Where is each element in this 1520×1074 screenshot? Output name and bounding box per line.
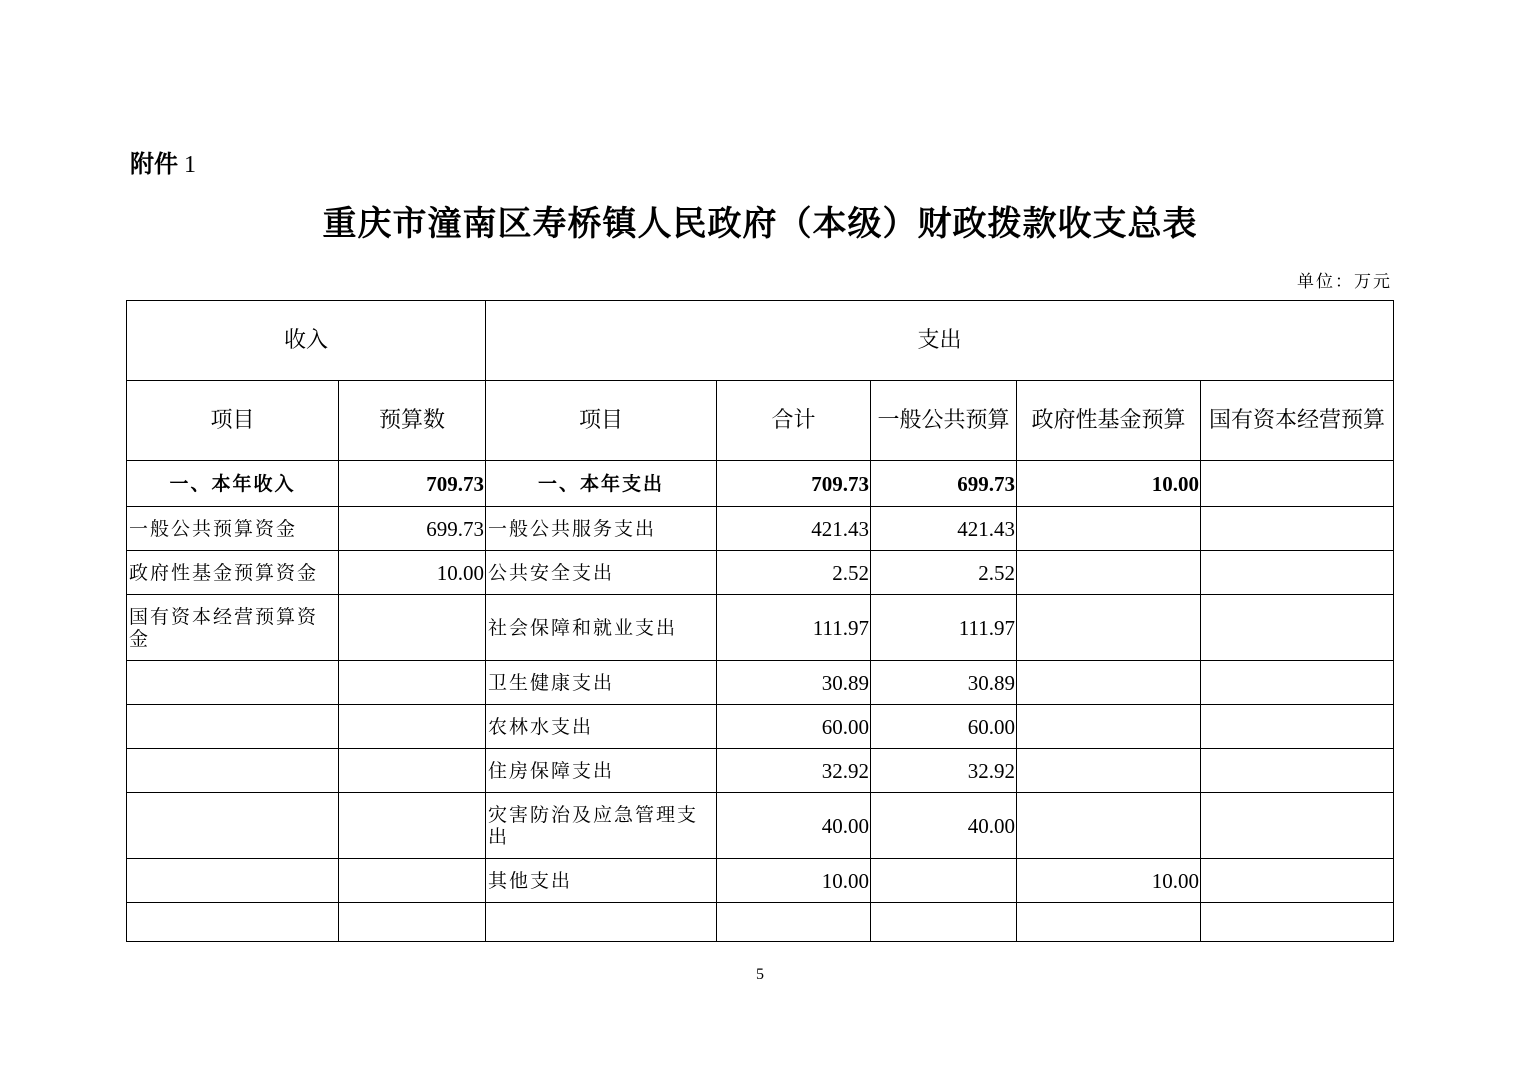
expense-item: 其他支出 [486, 859, 717, 903]
total-header: 合计 [717, 381, 871, 461]
table-row [127, 551, 1394, 595]
summary-general: 699.73 [871, 461, 1017, 507]
expense-item: 卫生健康支出 [486, 661, 717, 705]
income-item [127, 705, 339, 749]
fund-value: 10.00 [1017, 859, 1201, 903]
table-row [127, 705, 1394, 749]
summary-total: 709.73 [717, 461, 871, 507]
page-title: 重庆市潼南区寿桥镇人民政府（本级）财政拨款收支总表 [322, 204, 1198, 244]
income-item [127, 661, 339, 705]
summary-income-item: 一、本年收入 [127, 461, 339, 507]
fund-value [1017, 749, 1201, 793]
income-amount [339, 859, 486, 903]
summary-expense-item: 一、本年支出 [486, 461, 717, 507]
income-item: 一般公共预算资金 [127, 507, 339, 551]
general-value: 40.00 [871, 793, 1017, 859]
total-value: 111.97 [717, 595, 871, 661]
income-amount [339, 749, 486, 793]
income-header: 收入 [127, 301, 486, 381]
total-value: 32.92 [717, 749, 871, 793]
income-item: 政府性基金预算资金 [127, 551, 339, 595]
total-value: 2.52 [717, 551, 871, 595]
state-capital-header: 国有资本经营预算 [1201, 381, 1394, 461]
income-item [127, 793, 339, 859]
fund-value [1017, 507, 1201, 551]
capital-value [1201, 903, 1394, 942]
total-value: 40.00 [717, 793, 871, 859]
total-value: 60.00 [717, 705, 871, 749]
income-amount: 10.00 [339, 551, 486, 595]
income-amount [339, 705, 486, 749]
expense-item [486, 903, 717, 942]
income-amount [339, 793, 486, 859]
income-item [127, 749, 339, 793]
expense-item: 一般公共服务支出 [486, 507, 717, 551]
expense-header: 支出 [486, 301, 1394, 381]
general-public-header: 一般公共预算 [871, 381, 1017, 461]
total-value [717, 903, 871, 942]
general-value: 111.97 [871, 595, 1017, 661]
budget-amount-header: 预算数 [339, 381, 486, 461]
budget-table [126, 300, 1394, 942]
general-value: 30.89 [871, 661, 1017, 705]
general-value: 32.92 [871, 749, 1017, 793]
capital-value [1201, 551, 1394, 595]
header-row-top [127, 301, 1394, 381]
table-row [127, 793, 1394, 859]
expense-item: 公共安全支出 [486, 551, 717, 595]
general-value [871, 903, 1017, 942]
total-value: 30.89 [717, 661, 871, 705]
summary-fund: 10.00 [1017, 461, 1201, 507]
capital-value [1201, 793, 1394, 859]
table-row [127, 903, 1394, 942]
income-amount [339, 595, 486, 661]
capital-value [1201, 749, 1394, 793]
general-value: 421.43 [871, 507, 1017, 551]
expense-item: 住房保障支出 [486, 749, 717, 793]
capital-value [1201, 595, 1394, 661]
unit-label: 单位：万元 [1297, 272, 1392, 292]
expense-item-header: 项目 [486, 381, 717, 461]
fund-value [1017, 595, 1201, 661]
income-item: 国有资本经营预算资金 [127, 595, 339, 661]
expense-item: 农林水支出 [486, 705, 717, 749]
expense-item: 灾害防治及应急管理支出 [486, 793, 717, 859]
total-value: 421.43 [717, 507, 871, 551]
income-amount [339, 903, 486, 942]
fund-value [1017, 661, 1201, 705]
fund-value [1017, 903, 1201, 942]
summary-row [127, 461, 1394, 507]
capital-value [1201, 859, 1394, 903]
general-value: 60.00 [871, 705, 1017, 749]
summary-income-amount: 709.73 [339, 461, 486, 507]
capital-value [1201, 705, 1394, 749]
table-row [127, 859, 1394, 903]
income-item [127, 903, 339, 942]
general-value: 2.52 [871, 551, 1017, 595]
attachment-text: 附件 [130, 150, 178, 178]
income-item-header: 项目 [127, 381, 339, 461]
general-value [871, 859, 1017, 903]
fund-value [1017, 793, 1201, 859]
income-item [127, 859, 339, 903]
summary-capital [1201, 461, 1394, 507]
expense-item: 社会保障和就业支出 [486, 595, 717, 661]
fund-value [1017, 551, 1201, 595]
header-row-sub [127, 381, 1394, 461]
attachment-number: 1 [184, 152, 196, 178]
table-row [127, 749, 1394, 793]
page-number: 5 [756, 966, 764, 983]
total-value: 10.00 [717, 859, 871, 903]
fund-value [1017, 705, 1201, 749]
attachment-label [130, 144, 196, 179]
income-amount: 699.73 [339, 507, 486, 551]
gov-fund-header: 政府性基金预算 [1017, 381, 1201, 461]
table-row [127, 661, 1394, 705]
capital-value [1201, 507, 1394, 551]
table-row [127, 507, 1394, 551]
income-amount [339, 661, 486, 705]
capital-value [1201, 661, 1394, 705]
table-row [127, 595, 1394, 661]
